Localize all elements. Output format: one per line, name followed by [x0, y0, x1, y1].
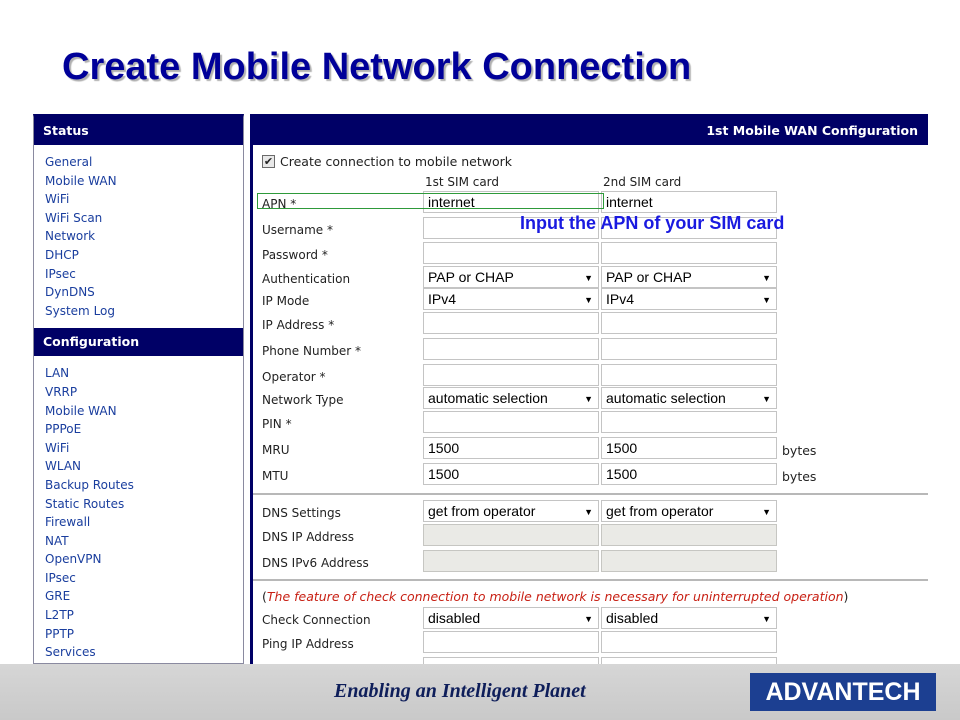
sidebar-item-static-routes[interactable]: Static Routes: [45, 496, 125, 511]
dns-settings-value-sim1: get from operator: [428, 503, 536, 519]
create-connection-label: Create connection to mobile network: [280, 154, 513, 169]
mru-label: MRU: [262, 443, 290, 457]
dropdown-arrow-icon: ▼: [584, 273, 593, 283]
sidebar-item-l2tp[interactable]: L2TP: [45, 608, 74, 623]
password-input-sim1[interactable]: [423, 242, 599, 264]
dropdown-arrow-icon: ▼: [762, 394, 771, 404]
apn-input-sim1[interactable]: internet: [423, 191, 599, 213]
mru-input-sim1[interactable]: 1500: [423, 437, 599, 459]
dns-settings-label: DNS Settings: [262, 506, 341, 520]
footer-tagline: Enabling an Intelligent Planet: [334, 680, 586, 702]
ping-ip-label: Ping IP Address: [262, 637, 354, 651]
sidebar-item-system-log[interactable]: System Log: [45, 303, 115, 318]
dropdown-arrow-icon: ▼: [762, 295, 771, 305]
mobile-wan-config-panel: [250, 114, 928, 664]
apn-label: APN *: [262, 197, 297, 211]
dns-settings-select-sim2[interactable]: [601, 500, 777, 522]
pin-input-sim2[interactable]: [601, 411, 777, 433]
dropdown-arrow-icon: ▼: [762, 273, 771, 283]
phone-number-label: Phone Number *: [262, 344, 362, 358]
sidebar-item-mobile-wan-config[interactable]: Mobile WAN: [45, 403, 117, 418]
operator-input-sim2[interactable]: [601, 364, 777, 386]
ip-mode-value-sim2: IPv4: [606, 291, 635, 307]
sidebar-item-dhcp[interactable]: DHCP: [45, 247, 79, 262]
operator-input-sim1[interactable]: [423, 364, 599, 386]
operator-label: Operator *: [262, 370, 326, 384]
ip-mode-label: IP Mode: [262, 294, 310, 308]
note-open-paren: (: [262, 589, 267, 604]
dns-settings-value-sim2: get from operator: [606, 503, 714, 519]
col-header-sim2: 2nd SIM card: [603, 175, 682, 189]
mtu-input-sim2[interactable]: 1500: [601, 463, 777, 485]
sidebar-item-gre[interactable]: GRE: [45, 589, 71, 604]
sidebar-item-wifi-config[interactable]: WiFi: [45, 440, 70, 455]
apn-callout: Input the APN of your SIM card: [520, 213, 785, 233]
phone-number-input-sim2[interactable]: [601, 338, 777, 360]
col-header-sim1: 1st SIM card: [425, 175, 500, 189]
sidebar-item-nat[interactable]: NAT: [45, 533, 69, 548]
ip-address-input-sim1[interactable]: [423, 312, 599, 334]
sidebar-item-wifi-status[interactable]: WiFi: [45, 192, 70, 207]
authentication-select-sim1[interactable]: [423, 266, 599, 288]
dns-ipv6-label: DNS IPv6 Address: [262, 556, 369, 570]
check-connection-note: [262, 589, 848, 604]
section-divider: [253, 493, 928, 495]
network-type-value-sim1: automatic selection: [428, 390, 548, 406]
password-label: Password *: [262, 248, 328, 262]
slide-title: Create Mobile Network Connection: [62, 46, 692, 88]
sidebar-item-services[interactable]: Services: [45, 645, 96, 660]
dns-ip-input-sim1[interactable]: [423, 524, 599, 546]
authentication-label: Authentication: [262, 272, 351, 286]
ip-mode-select-sim2[interactable]: [601, 288, 777, 310]
username-label: Username *: [262, 223, 333, 237]
ip-mode-select-sim1[interactable]: [423, 288, 599, 310]
dns-ip-label: DNS IP Address: [262, 530, 355, 544]
dropdown-arrow-icon: ▼: [584, 614, 593, 624]
create-connection-row[interactable]: [262, 154, 512, 169]
sidebar-item-wifi-scan[interactable]: WiFi Scan: [45, 210, 103, 225]
check-connection-label: Check Connection: [262, 613, 371, 627]
sidebar-configuration-header: Configuration: [34, 328, 243, 356]
network-type-label: Network Type: [262, 393, 344, 407]
sidebar-status-header: Status: [34, 117, 243, 145]
dns-ipv6-input-sim2[interactable]: [601, 550, 777, 572]
panel-header: 1st Mobile WAN Configuration: [253, 117, 928, 145]
authentication-value-sim2: PAP or CHAP: [606, 269, 692, 285]
note-text: The feature of check connection to mobile network is necessary for uninterrupted operation: [266, 589, 844, 604]
check-connection-value-sim1: disabled: [428, 610, 481, 626]
dns-ipv6-input-sim1[interactable]: [423, 550, 599, 572]
sidebar-item-ipsec-config[interactable]: IPsec: [45, 570, 76, 585]
sidebar-item-pppoe[interactable]: PPPoE: [45, 422, 82, 437]
phone-number-input-sim1[interactable]: [423, 338, 599, 360]
ip-address-label: IP Address *: [262, 318, 335, 332]
dropdown-arrow-icon: ▼: [584, 394, 593, 404]
ping-ip-input-sim2[interactable]: [601, 631, 777, 653]
dropdown-arrow-icon: ▼: [584, 507, 593, 517]
next-input-sim2[interactable]: [601, 657, 777, 664]
dropdown-arrow-icon: ▼: [584, 295, 593, 305]
sidebar-item-ipsec-status[interactable]: IPsec: [45, 266, 76, 281]
sidebar-item-vrrp[interactable]: VRRP: [45, 384, 78, 399]
dropdown-arrow-icon: ▼: [762, 614, 771, 624]
ip-address-input-sim2[interactable]: [601, 312, 777, 334]
sidebar-item-backup-routes[interactable]: Backup Routes: [45, 477, 134, 492]
sidebar-item-mobile-wan-status[interactable]: Mobile WAN: [45, 173, 117, 188]
check-connection-select-sim2[interactable]: [601, 607, 777, 629]
section-divider: [253, 579, 928, 581]
authentication-value-sim1: PAP or CHAP: [428, 269, 514, 285]
mtu-unit: bytes: [782, 469, 817, 484]
slide-footer: [0, 664, 960, 720]
sidebar-nav: [33, 114, 244, 664]
mru-input-sim2[interactable]: 1500: [601, 437, 777, 459]
pin-label: PIN *: [262, 417, 292, 431]
pin-input-sim1[interactable]: [423, 411, 599, 433]
authentication-select-sim2[interactable]: [601, 266, 777, 288]
mtu-label: MTU: [262, 469, 289, 483]
advantech-logo: ADVANTECH: [750, 673, 936, 711]
sidebar-item-network[interactable]: Network: [45, 229, 96, 244]
sidebar-item-lan[interactable]: LAN: [45, 366, 70, 381]
sidebar-item-wlan[interactable]: WLAN: [45, 459, 82, 474]
network-type-value-sim2: automatic selection: [606, 390, 726, 406]
dns-settings-select-sim1[interactable]: [423, 500, 599, 522]
sidebar-item-pptp[interactable]: PPTP: [45, 626, 75, 641]
mru-unit: bytes: [782, 443, 817, 458]
dropdown-arrow-icon: ▼: [762, 507, 771, 517]
mtu-input-sim1[interactable]: 1500: [423, 463, 599, 485]
note-close-paren: ): [843, 589, 849, 604]
create-connection-checkbox[interactable]: ✔: [263, 155, 274, 168]
password-input-sim2[interactable]: [601, 242, 777, 264]
ping-ip-input-sim1[interactable]: [423, 631, 599, 653]
network-type-select-sim2[interactable]: [601, 387, 777, 409]
ip-mode-value-sim1: IPv4: [428, 291, 457, 307]
sidebar-item-openvpn[interactable]: OpenVPN: [45, 552, 102, 567]
check-connection-value-sim2: disabled: [606, 610, 659, 626]
sidebar-item-general[interactable]: General: [45, 155, 93, 169]
sidebar-item-dyndns[interactable]: DynDNS: [45, 285, 95, 300]
network-type-select-sim1[interactable]: [423, 387, 599, 409]
next-input-sim1[interactable]: [423, 657, 599, 664]
check-connection-select-sim1[interactable]: [423, 607, 599, 629]
dns-ip-input-sim2[interactable]: [601, 524, 777, 546]
sidebar-item-firewall[interactable]: Firewall: [45, 515, 91, 530]
apn-input-sim2[interactable]: internet: [601, 191, 777, 213]
